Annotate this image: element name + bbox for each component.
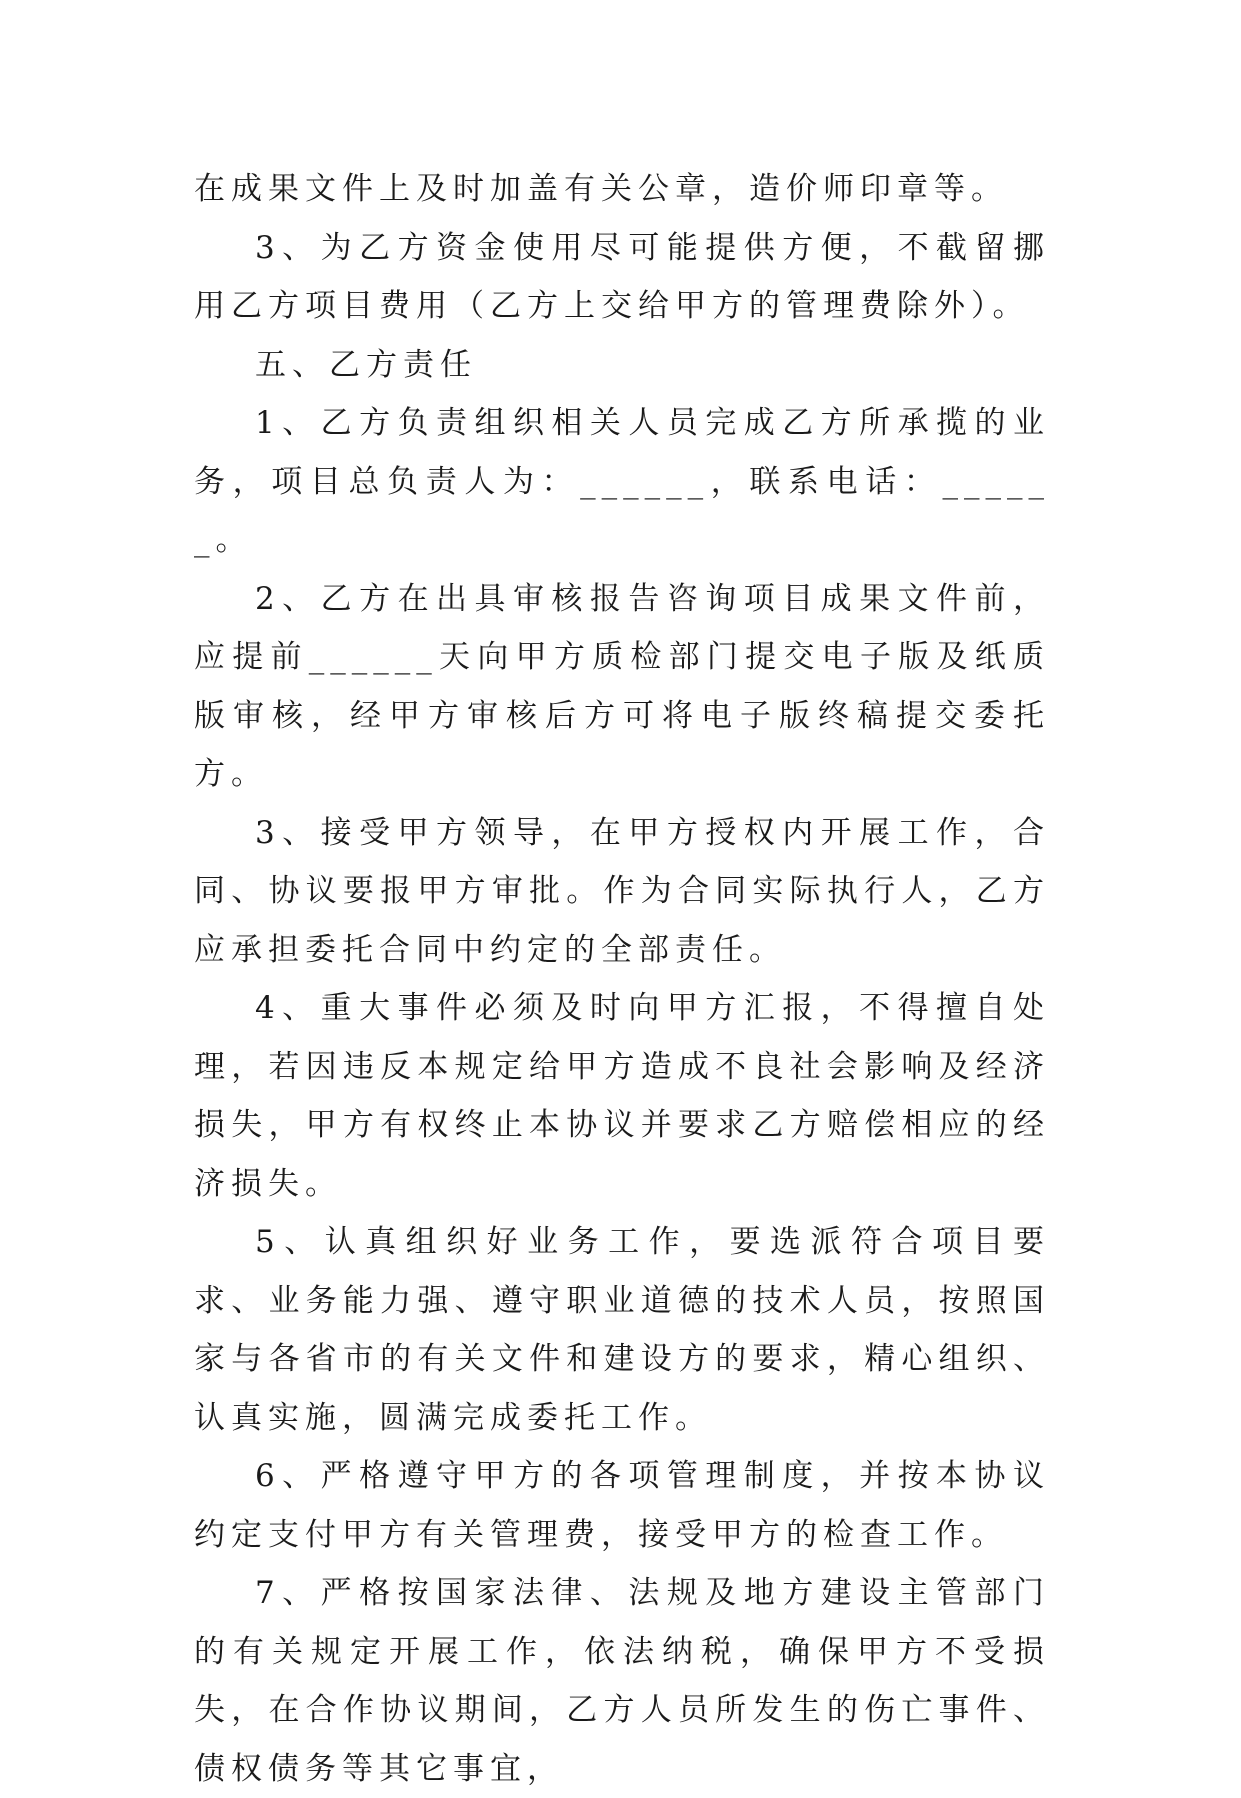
paragraph-clause-5-4: 4、重大事件必须及时向甲方汇报，不得擅自处理，若因违反本规定给甲方造成不良社会影响及经济损失，甲方有权终止本协议并要求乙方赔偿相应的经济损失。	[194, 990, 1050, 1202]
document-body	[194, 160, 1050, 1798]
paragraph-clause-5-7: 7、严格按国家法律、法规及地方建设主管部门的有关规定开展工作，依法纳税，确保甲方不受损失，在合作协议期间，乙方人员所发生的伤亡事件、债权债务等其它事宜，	[194, 1575, 1050, 1787]
section-heading-party-b-responsibilities: 五、乙方责任	[255, 346, 477, 383]
paragraph-clause-5-2: 2、乙方在出具审核报告咨询项目成果文件前，应提前______天向甲方质检部门提交电子版及纸质版审核，经甲方审核后方可将电子版终稿提交委托方。	[194, 580, 1050, 792]
paragraph-clause-5-3: 3、接受甲方领导，在甲方授权内开展工作，合同、协议要报甲方审批。作为合同实际执行人，乙方应承担委托合同中约定的全部责任。	[194, 814, 1050, 968]
paragraph-seal-continuation: 在成果文件上及时加盖有关公章，造价师印章等。	[194, 171, 1008, 207]
paragraph-clause-5-1: 1、乙方负责组织相关人员完成乙方所承揽的业务，项目总负责人为：______，联系电话：______。	[194, 405, 1050, 558]
paragraph-clause-4-3: 3、为乙方资金使用尽可能提供方便，不截留挪用乙方项目费用（乙方上交给甲方的管理费除外）。	[194, 229, 1050, 324]
paragraph-clause-5-5: 5、认真组织好业务工作，要选派符合项目要求、业务能力强、遵守职业道德的技术人员，按照国家与各省市的有关文件和建设方的要求，精心组织、认真实施，圆满完成委托工作。	[194, 1224, 1050, 1436]
paragraph-clause-5-6: 6、严格遵守甲方的各项管理制度，并按本协议约定支付甲方有关管理费，接受甲方的检查工作。	[194, 1458, 1050, 1553]
